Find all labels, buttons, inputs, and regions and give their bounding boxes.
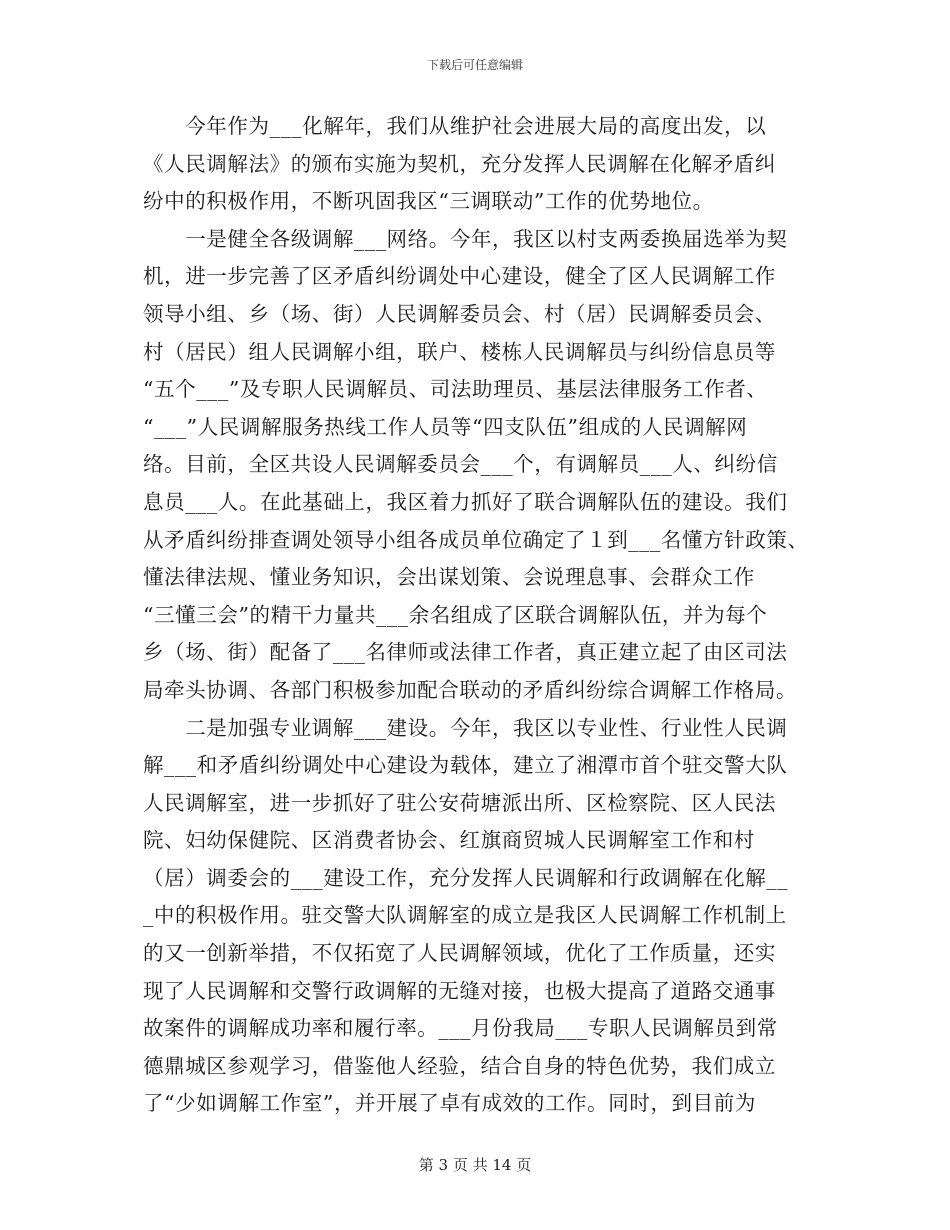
- text-line: “___”人民调解服务热线工作人员等“四支队伍”组成的人民调解网: [143, 414, 748, 439]
- text-line: 解___和矛盾纠纷调处中心建设为载体，建立了湘潭市首个驻交警大队: [143, 753, 788, 778]
- text-line: 现了人民调解和交警行政调解的无缝对接，也极大提高了道路交通事: [143, 978, 776, 1003]
- document-body: [143, 108, 823, 1123]
- text-line: 人民调解室，进一步抓好了驻公安荷塘派出所、区检察院、区人民法: [143, 790, 776, 815]
- page-number-footer: 第 3 页 共 14 页: [418, 1156, 532, 1174]
- text-line: 机，进一步完善了区矛盾纠纷调处中心建设，健全了区人民调解工作: [143, 264, 776, 289]
- text-line: 村（居民）组人民调解小组，联户、楼栋人民调解员与纠纷信息员等: [143, 339, 776, 364]
- text-line: “三懂三会”的精干力量共___余名组成了区联合调解队伍，并为每个: [143, 602, 768, 627]
- text-line: 德鼎城区参观学习，借鉴他人经验，结合自身的特色优势，我们成立: [143, 1053, 776, 1078]
- text-line: 领导小组、乡（场、街）人民调解委员会、村（居）民调解委员会、: [143, 301, 776, 326]
- text-line: 的又一创新举措，不仅拓宽了人民调解领域，优化了工作质量，还实: [143, 941, 776, 966]
- text-line: 故案件的调解成功率和履行率。___月份我局___专职人民调解员到常: [143, 1016, 778, 1041]
- page-header: 下载后可任意编辑: [426, 58, 523, 72]
- text-line: 乡（场、街）配备了___名律师或法律工作者，真正建立起了由区司法: [143, 640, 788, 665]
- text-line: “五个___”及专职人民调解员、司法助理员、基层法律服务工作者、: [143, 377, 768, 402]
- text-line: 今年作为___化解年，我们从维护社会进展大局的高度出发，以: [143, 114, 767, 138]
- text-line: 从矛盾纠纷排查调处领导小组各成员单位确定了１到___名懂方针政策、: [143, 527, 809, 552]
- text-line: 纷中的积极作用，不断巩固我区“三调联动”工作的优势地位。: [143, 189, 714, 214]
- text-line: 了“少如调解工作室”，并开展了卓有成效的工作。同时，到目前为: [143, 1091, 756, 1116]
- text-line: （居）调委会的___建设工作，充分发挥人民调解和行政调解在化解__: [143, 865, 789, 890]
- text-line: 息员___人。在此基础上，我区着力抓好了联合调解队伍的建设。我们: [143, 489, 788, 514]
- text-line: 络。目前，全区共设人民调解委员会___个，有调解员___人、纠纷信: [143, 452, 778, 477]
- text-line: 二是加强专业调解___建设。今年，我区以专业性、行业性人民调: [143, 715, 788, 740]
- text-line: 懂法律法规、懂业务知识，会出谋划策、会说理息事、会群众工作: [143, 565, 755, 590]
- text-line: 一是健全各级调解___网络。今年，我区以村支两委换届选举为契: [143, 226, 788, 251]
- text-line: 局牵头协调、各部门积极参加配合联动的矛盾纠纷综合调解工作格局。: [143, 677, 798, 702]
- text-line: 《人民调解法》的颁布实施为契机，充分发挥人民调解在化解矛盾纠: [143, 151, 776, 176]
- text-line: _中的积极作用。驻交警大队调解室的成立是我区人民调解工作机制上: [143, 903, 787, 928]
- text-line: 院、妇幼保健院、区消费者协会、红旗商贸城人民调解室工作和村: [143, 828, 755, 853]
